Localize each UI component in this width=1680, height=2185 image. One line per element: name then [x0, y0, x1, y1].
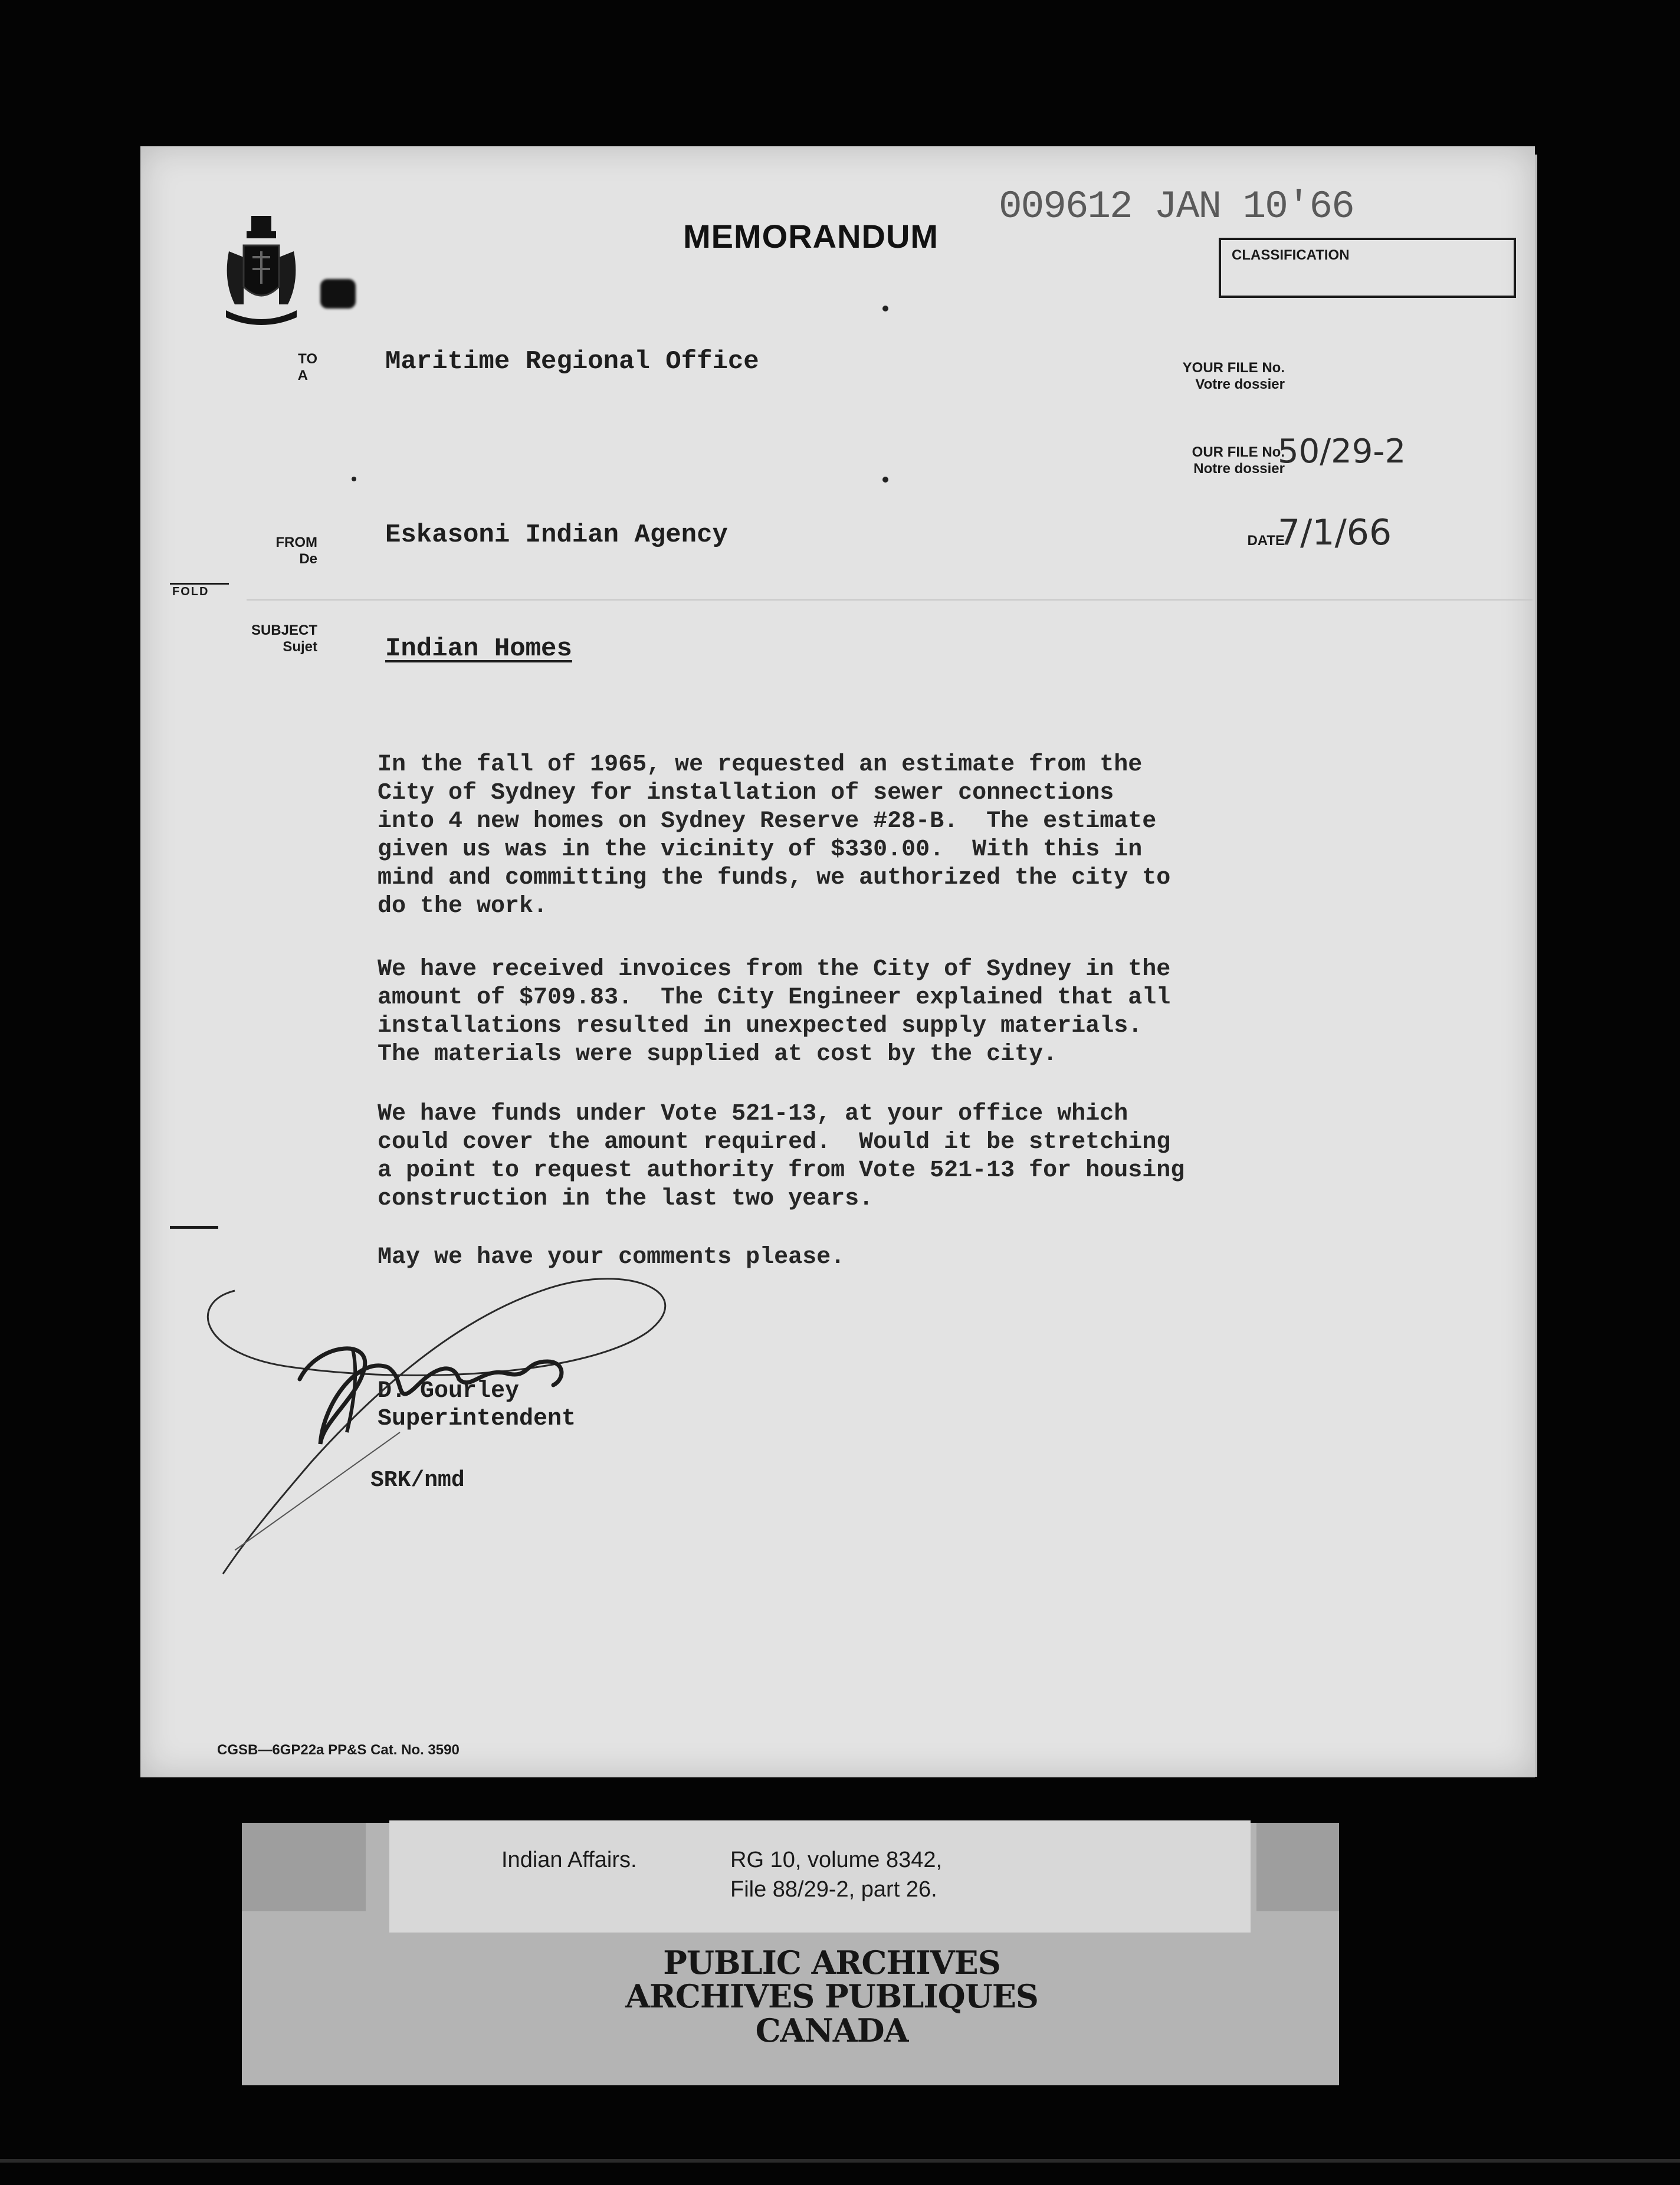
from-value: Eskasoni Indian Agency [385, 520, 728, 550]
classification-box [1219, 238, 1516, 298]
subject-label [235, 622, 317, 655]
classification-label: CLASSIFICATION [1232, 247, 1350, 263]
your-file-label-en: YOUR FILE No. [1182, 360, 1285, 376]
our-file-label-en: OUR FILE No. [1192, 444, 1285, 460]
fold-label: FOLD [172, 585, 209, 598]
to-label-fr: A [297, 368, 308, 383]
body-paragraph-3: We have funds under Vote 521-13, at your office which could cover the amount required. Would it be stretching a point to request authority from Vote 521-13 for housing construction in the last two years. [378, 1101, 1185, 1212]
bottom-frame-line [0, 2159, 1680, 2163]
archive-collection: Indian Affairs. [501, 1848, 637, 1872]
your-file-label-fr: Votre dossier [1195, 376, 1285, 392]
archive-card-notch [1256, 1823, 1339, 1911]
paper-speck [882, 306, 888, 311]
from-label-en: FROM [275, 534, 317, 550]
subject-value: Indian Homes [385, 634, 572, 664]
archive-label-line3: CANADA [755, 2012, 908, 2049]
signatory-title: Superintendent [378, 1406, 576, 1432]
subject-label-fr: Sujet [283, 639, 317, 655]
to-label-en: TO [298, 351, 317, 367]
to-value: Maritime Regional Office [385, 347, 759, 376]
archive-reference-line1: RG 10, volume 8342, [730, 1848, 943, 1872]
paper-speck [882, 477, 888, 483]
archive-card-notch [242, 1823, 366, 1911]
our-file-label-fr: Notre dossier [1193, 461, 1285, 477]
body-paragraph-4: May we have your comments please. [378, 1244, 845, 1271]
margin-dash [170, 1226, 218, 1229]
paper-speck [352, 477, 356, 481]
signature-mark [176, 1267, 884, 1692]
body-paragraph-1: In the fall of 1965, we requested an estimate from the City of Sydney for installation of sewer connections into 4 new homes on Sydney Reserve #28-B. The estimate given us was in the vicinity of $330.00. With this in mind and committing the funds, we authorized the city to do the work. [378, 752, 1171, 920]
archive-label-line1: PUBLIC ARCHIVES [663, 1944, 1000, 1981]
form-number: CGSB—6GP22a PP&S Cat. No. 3590 [217, 1742, 460, 1758]
fold-mark [170, 583, 229, 585]
fold-line [247, 599, 1533, 601]
archive-reference-line2: File 88/29-2, part 26. [730, 1877, 937, 1902]
from-label [258, 534, 317, 567]
to-label [258, 351, 317, 384]
date-label: DATE [1247, 533, 1285, 549]
memo-sheet [140, 146, 1535, 1777]
subject-label-en: SUBJECT [251, 622, 317, 638]
coat-of-arms-icon [217, 216, 306, 328]
signatory-name: D. Gourley [378, 1378, 520, 1405]
punch-hole [320, 279, 356, 309]
typist-initials: SRK/nmd [370, 1468, 465, 1493]
received-stamp: 009612 JAN 10'66 [999, 185, 1354, 229]
our-file-label [1108, 444, 1285, 477]
your-file-label [1108, 360, 1285, 393]
from-label-fr: De [299, 551, 317, 567]
date-value: 7/1/66 [1278, 512, 1392, 553]
memo-title: MEMORANDUM [683, 218, 939, 255]
body-paragraph-2: We have received invoices from the City of Sydney in the amount of $709.83. The City Engineer explained that all installations resulted in unexpected supply materials. The materials were supplied at cost by the city. [378, 956, 1171, 1068]
archive-label-line2: ARCHIVES PUBLIQUES [625, 1977, 1038, 2015]
our-file-value: 50/29-2 [1278, 432, 1406, 471]
archive-reference-slip [389, 1820, 1251, 1933]
